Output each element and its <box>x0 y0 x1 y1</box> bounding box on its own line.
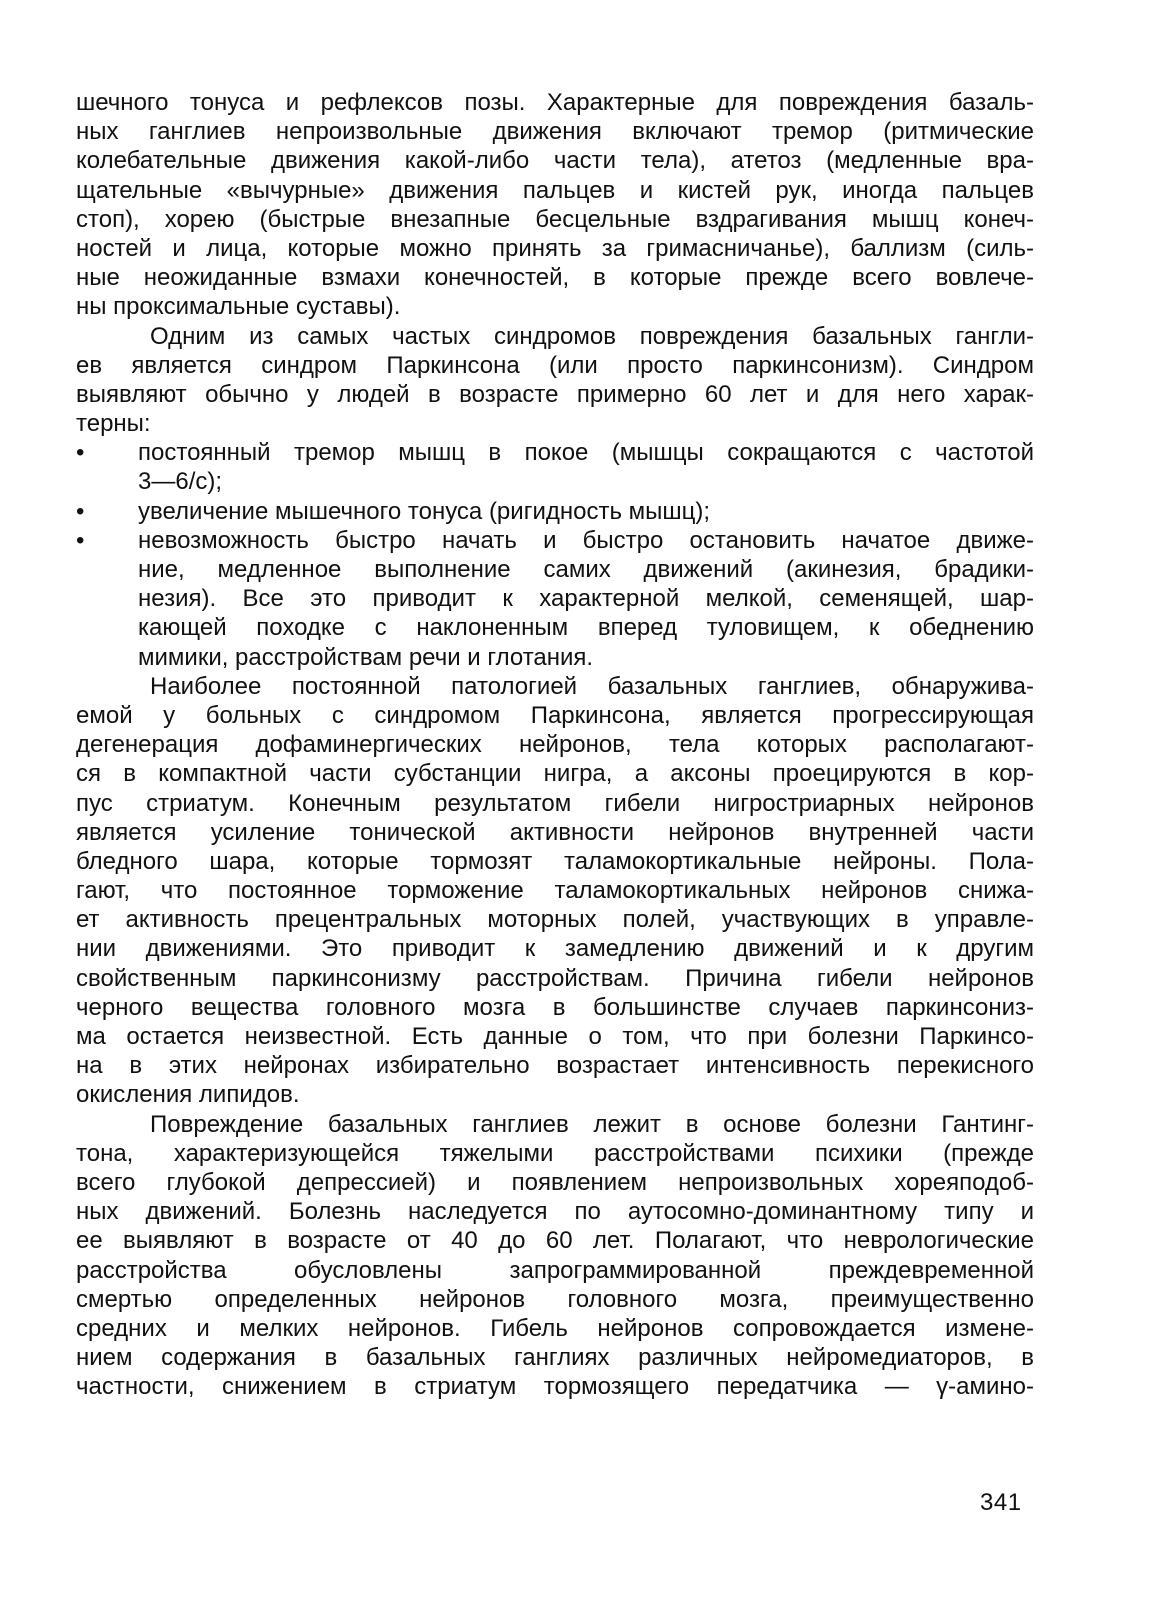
text-line: частности, снижением в стриатум тормозящего передатчика — γ-амино- <box>76 1373 1034 1401</box>
text-line <box>76 497 1034 526</box>
text-line: шечного тонуса и рефлексов позы. Характерные для повреждения базаль- <box>76 89 1034 116</box>
text-line: колебательные движения какой-либо части тела), атетоз (медленные вра- <box>76 147 1034 175</box>
bullet-text: невозможность быстро начать и быстро остановить начатое движе- <box>138 526 1034 554</box>
text-line: всего глубокой депрессией) и появлением непроизвольных хореяподоб- <box>76 1168 1034 1196</box>
text-line: окисления липидов. <box>76 1081 300 1109</box>
text-line: Наиболее постоянной патологией базальных ганглиев, обнаружива- <box>150 672 1034 700</box>
text-line: ние, медленное выполнение самих движений (акинезия, брадики- <box>138 556 1034 583</box>
text-line: дегенерация дофаминергических нейронов, тела которых располагают- <box>76 731 1034 759</box>
paragraph-2 <box>76 322 1034 439</box>
text-line: является усиление тонической активности нейронов внутренней части <box>76 818 1034 846</box>
bullet-item <box>76 526 1034 672</box>
text-line: нием содержания в базальных ганглиях различных нейромедиаторов, в <box>76 1344 1034 1372</box>
page-text <box>76 88 1034 1401</box>
bullet-list <box>76 438 1034 672</box>
text-line: на в этих нейронах избирательно возрастает интенсивность перекисного <box>76 1052 1034 1080</box>
text-line: ет активность прецентральных моторных полей, участвующих в управле- <box>76 906 1034 934</box>
paragraph-3 <box>76 672 1034 1110</box>
text-line: пус стриатум. Конечным результатом гибели нигростриарных нейронов <box>76 789 1034 817</box>
text-line: черного вещества головного мозга в большинстве случаев паркинсониз- <box>76 993 1034 1021</box>
text-line: тона, характеризующейся тяжелыми расстройствами психики (прежде <box>76 1139 1034 1167</box>
text-line: 3—6/с); <box>138 468 223 496</box>
bullet-text: увеличение мышечного тонуса (ригидность мышц); <box>138 497 711 525</box>
bullet-mark: • <box>76 439 85 467</box>
text-line <box>76 526 1034 555</box>
text-line: ма остается неизвестной. Есть данные о том, что при болезни Паркинсо- <box>76 1023 1034 1050</box>
text-line: расстройства обусловлены запрограммированной преждевременной <box>76 1256 1034 1284</box>
text-line: ных ганглиев непроизвольные движения включают тремор (ритмические <box>76 118 1034 146</box>
bullet-item <box>76 497 1034 526</box>
text-line: свойственным паркинсонизму расстройствам. Причина гибели нейронов <box>76 964 1034 992</box>
text-line: терны: <box>76 410 151 438</box>
bullet-text: постоянный тремор мышц в покое (мышцы сокращаются с частотой <box>138 439 1034 467</box>
text-line: ные неожиданные взмахи конечностей, в которые прежде всего вовлече- <box>76 264 1034 292</box>
text-line: смертью определенных нейронов головного мозга, преимущественно <box>76 1285 1034 1313</box>
bullet-item <box>76 438 1034 496</box>
text-line: ее выявляют в возрасте от 40 до 60 лет. Полагают, что неврологические <box>76 1227 1034 1255</box>
text-line: стоп), хорею (быстрые внезапные бесцельные вздрагивания мышц конеч- <box>76 205 1034 233</box>
text-line: кающей походке с наклоненным вперед туловищем, к обеднению <box>138 614 1034 642</box>
text-line: ностей и лица, которые можно принять за гримасничанье), баллизм (силь- <box>76 234 1034 262</box>
text-line <box>76 438 1034 467</box>
text-line: гают, что постоянное торможение таламокортикальных нейронов снижа- <box>76 877 1034 905</box>
text-line: выявляют обычно у людей в возрасте примерно 60 лет и для него харак- <box>76 380 1034 408</box>
text-line: бледного шара, которые тормозят таламокортикальные нейроны. Пола- <box>76 847 1034 875</box>
text-line: ся в компактной части субстанции нигра, а аксоны проецируются в кор- <box>76 760 1034 788</box>
text-line: ны проксимальные суставы). <box>76 293 401 321</box>
paragraph-4 <box>76 1110 1034 1402</box>
text-line: щательные «вычурные» движения пальцев и кистей рук, иногда пальцев <box>76 176 1034 204</box>
text-line: незия). Все это приводит к характерной мелкой, семенящей, шар- <box>138 585 1034 613</box>
text-line: Одним из самых частых синдромов повреждения базальных гангли- <box>150 322 1034 350</box>
paragraph-1 <box>76 88 1034 322</box>
text-line: нии движениями. Это приводит к замедлению движений и к другим <box>76 935 1034 963</box>
text-line: емой у больных с синдромом Паркинсона, является прогрессирующая <box>76 701 1034 729</box>
bullet-mark: • <box>76 497 85 525</box>
text-line: Повреждение базальных ганглиев лежит в основе болезни Гантинг- <box>150 1110 1034 1138</box>
text-line: ных движений. Болезнь наследуется по аутосомно-доминантному типу и <box>76 1198 1034 1226</box>
page-number: 341 <box>980 1489 1022 1516</box>
bullet-mark: • <box>76 526 85 554</box>
text-line: мимики, расстройствам речи и глотания. <box>138 643 594 671</box>
text-line: средних и мелких нейронов. Гибель нейронов сопровождается измене- <box>76 1314 1034 1342</box>
text-line: ев является синдром Паркинсона (или просто паркинсонизм). Синдром <box>76 351 1034 379</box>
